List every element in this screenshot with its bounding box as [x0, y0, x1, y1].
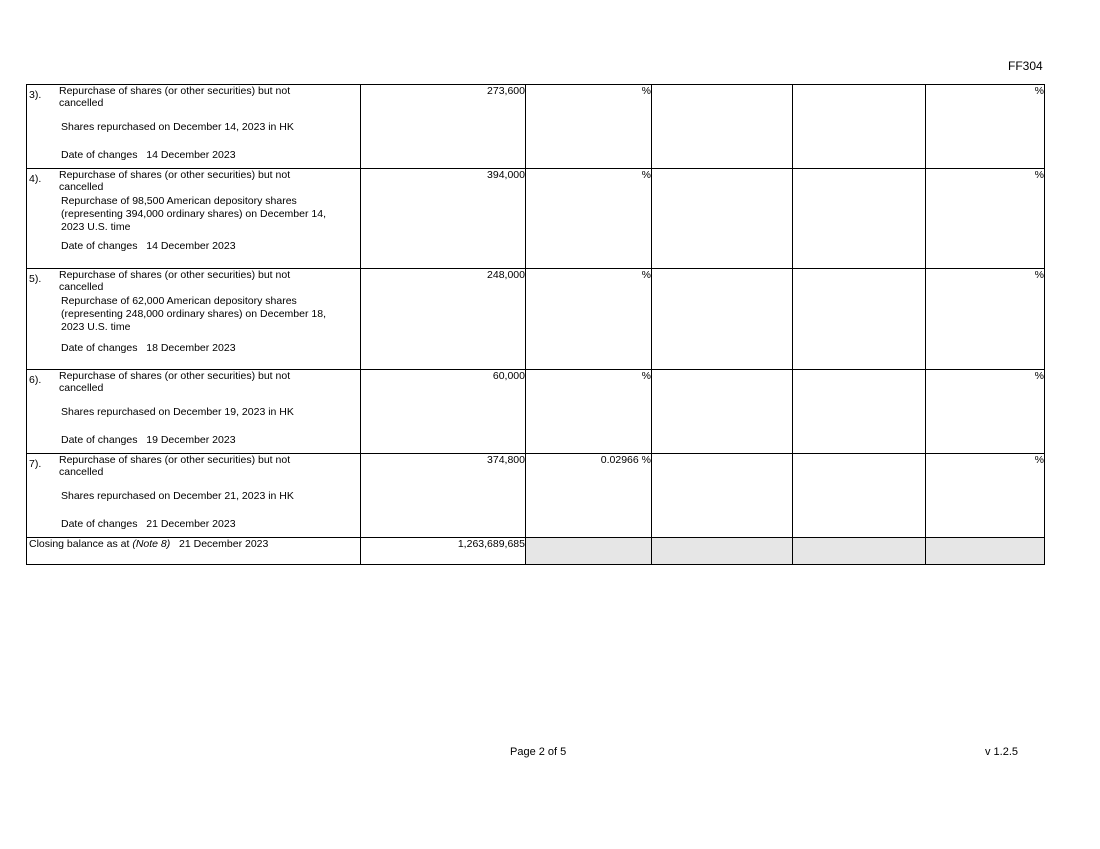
item-detail: Shares repurchased on December 14, 2023 in HK	[61, 121, 294, 133]
shaded-cell	[793, 538, 926, 565]
item-number: 3).	[29, 89, 42, 101]
item-detail: Shares repurchased on December 21, 2023 in HK	[61, 490, 294, 502]
item-number: 5).	[29, 273, 42, 285]
item-type: Repurchase of shares (or other securities) but not cancelled	[59, 169, 291, 193]
empty-cell	[793, 454, 926, 538]
percentage: %	[926, 85, 1045, 169]
percentage: %	[526, 85, 652, 169]
closing-balance-value: 1,263,689,685	[361, 538, 526, 565]
shaded-cell	[526, 538, 652, 565]
empty-cell	[793, 85, 926, 169]
closing-balance-row	[27, 538, 1045, 565]
date-value: 21 December 2023	[146, 518, 236, 530]
item-description-cell	[27, 85, 361, 169]
shares-count: 394,000	[361, 169, 526, 269]
empty-cell	[652, 85, 793, 169]
item-date-line	[61, 518, 360, 530]
shares-count: 273,600	[361, 85, 526, 169]
closing-note: (Note 8)	[132, 538, 171, 550]
percentage: %	[926, 454, 1045, 538]
item-date-line	[61, 342, 360, 354]
percentage: %	[526, 269, 652, 370]
item-type: Repurchase of shares (or other securities) but not cancelled	[59, 85, 291, 109]
item-description-cell	[27, 454, 361, 538]
date-label: Date of changes	[61, 240, 138, 252]
table-row	[27, 169, 1045, 269]
item-type: Repurchase of shares (or other securities) but not cancelled	[59, 370, 291, 394]
version-label: v 1.2.5	[985, 746, 1019, 758]
item-type: Repurchase of shares (or other securities) but not cancelled	[59, 269, 291, 293]
closing-label: Closing balance as at	[29, 538, 130, 550]
closing-date: 21 December 2023	[179, 538, 269, 550]
percentage: %	[926, 169, 1045, 269]
empty-cell	[652, 454, 793, 538]
date-value: 19 December 2023	[146, 434, 236, 446]
item-detail: Shares repurchased on December 19, 2023 in HK	[61, 406, 294, 418]
date-label: Date of changes	[61, 518, 138, 530]
item-detail: Repurchase of 62,000 American depository shares (representing 248,000 ordinary shares) on December 18, 2023 U.S. time	[61, 295, 326, 333]
shares-count: 248,000	[361, 269, 526, 370]
table-row	[27, 269, 1045, 370]
closing-balance-label	[27, 538, 361, 565]
table-row	[27, 454, 1045, 538]
empty-cell	[793, 169, 926, 269]
empty-cell	[652, 269, 793, 370]
empty-cell	[652, 370, 793, 454]
date-value: 18 December 2023	[146, 342, 236, 354]
item-description-cell	[27, 370, 361, 454]
share-changes-table	[26, 84, 1045, 565]
item-description-cell	[27, 169, 361, 269]
empty-cell	[793, 370, 926, 454]
item-number: 4).	[29, 173, 42, 185]
percentage: %	[526, 169, 652, 269]
date-label: Date of changes	[61, 434, 138, 446]
percentage: %	[926, 269, 1045, 370]
percentage: %	[926, 370, 1045, 454]
shares-count: 60,000	[361, 370, 526, 454]
item-date-line	[61, 434, 360, 446]
item-number: 7).	[29, 458, 42, 470]
item-type: Repurchase of shares (or other securities) but not cancelled	[59, 454, 291, 478]
page-number: Page 2 of 5	[510, 746, 567, 758]
item-detail: Repurchase of 98,500 American depository shares (representing 394,000 ordinary shares) on December 14, 2023 U.S. time	[61, 195, 326, 233]
date-value: 14 December 2023	[146, 240, 236, 252]
date-label: Date of changes	[61, 342, 138, 354]
date-label: Date of changes	[61, 149, 138, 161]
shares-count: 374,800	[361, 454, 526, 538]
table-row	[27, 370, 1045, 454]
item-number: 6).	[29, 374, 42, 386]
form-code: FF304	[1008, 59, 1043, 73]
empty-cell	[793, 269, 926, 370]
date-value: 14 December 2023	[146, 149, 236, 161]
percentage: 0.02966 %	[526, 454, 652, 538]
shaded-cell	[926, 538, 1045, 565]
item-date-line	[61, 149, 360, 161]
item-date-line	[61, 240, 360, 252]
empty-cell	[652, 169, 793, 269]
shaded-cell	[652, 538, 793, 565]
item-description-cell	[27, 269, 361, 370]
percentage: %	[526, 370, 652, 454]
table-row	[27, 85, 1045, 169]
